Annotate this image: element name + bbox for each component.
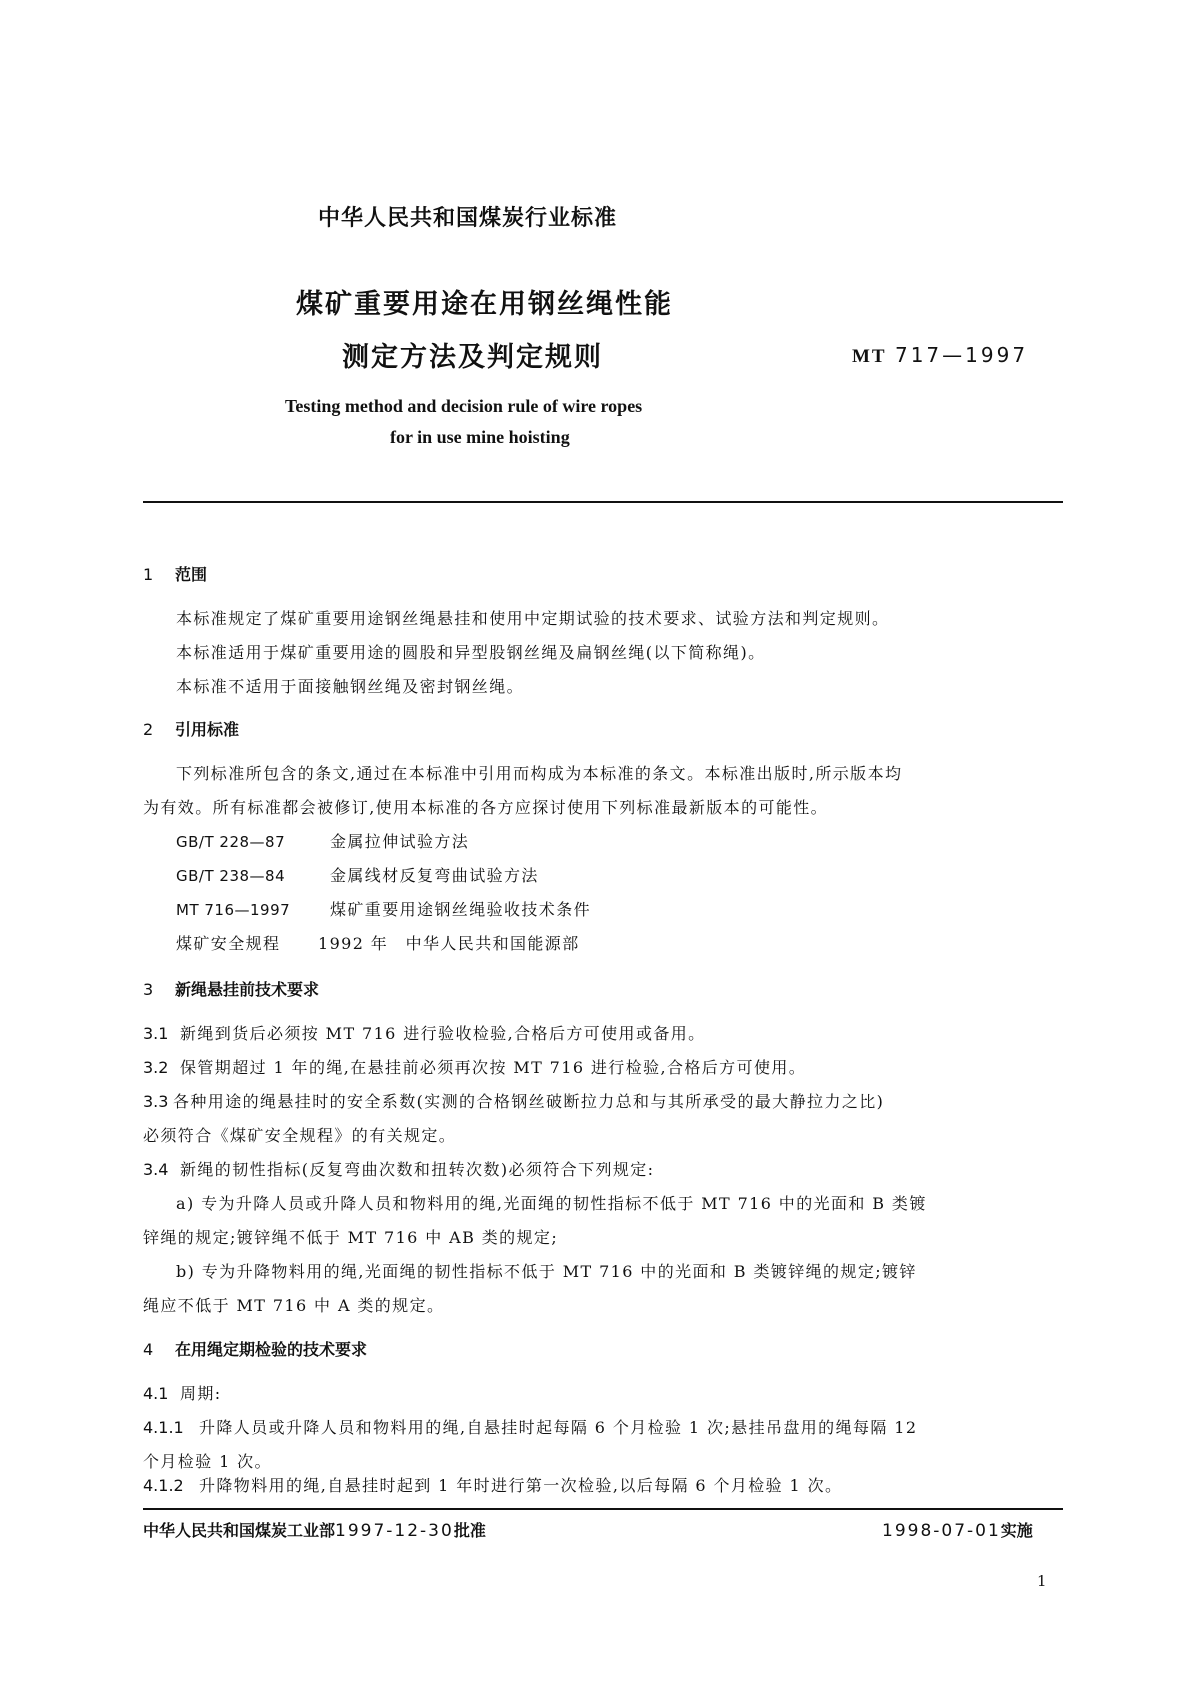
clause-3-4-item-b-line-2: 绳应不低于 MT 716 中 A 类的规定。 bbox=[143, 1296, 445, 1315]
reference-code: 煤矿安全规程 bbox=[176, 934, 281, 953]
clause-3-4-item-a-line-2: 锌绳的规定;镀锌绳不低于 MT 716 中 AB 类的规定; bbox=[143, 1228, 559, 1247]
clause-number: 4.1 bbox=[143, 1384, 169, 1403]
english-title-line-2: for in use mine hoisting bbox=[390, 427, 570, 447]
section-number: 3 bbox=[143, 980, 154, 999]
section-title: 在用绳定期检验的技术要求 bbox=[175, 1340, 368, 1359]
clause-text: 各种用途的绳悬挂时的安全系数(实测的合格钢丝破断拉力总和与其所承受的最大静拉力之比) bbox=[173, 1092, 885, 1111]
approval-date: 1997-12-30 bbox=[335, 1521, 454, 1541]
section-1-heading bbox=[143, 562, 207, 585]
reference-code: GB/T 238—84 bbox=[176, 867, 286, 885]
section-1-paragraph-2: 本标准适用于煤矿重要用途的圆股和异型股钢丝绳及扁钢丝绳(以下简称绳)。 bbox=[176, 643, 766, 662]
section-1-paragraph-3: 本标准不适用于面接触钢丝绳及密封钢丝绳。 bbox=[176, 677, 525, 696]
clause-number: 4.1.2 bbox=[143, 1476, 184, 1495]
reference-title: 煤矿重要用途钢丝绳验收技术条件 bbox=[330, 900, 592, 919]
section-1-paragraph-1: 本标准规定了煤矿重要用途钢丝绳悬挂和使用中定期试验的技术要求、试验方法和判定规则。 bbox=[176, 609, 890, 628]
reference-item bbox=[176, 829, 469, 852]
section-number: 1 bbox=[143, 565, 154, 584]
clause-number: 3.1 bbox=[143, 1024, 169, 1043]
clause-text: 保管期超过 1 年的绳,在悬挂前必须再次按 MT 716 进行检验,合格后方可使用。 bbox=[180, 1058, 807, 1077]
section-2-paragraph-line-2: 为有效。所有标准都会被修订,使用本标准的各方应探讨使用下列标准最新版本的可能性。 bbox=[143, 798, 829, 817]
reference-title: 金属线材反复弯曲试验方法 bbox=[330, 866, 539, 885]
title-line-2: 测定方法及判定规则 bbox=[342, 342, 603, 373]
footer-divider bbox=[143, 1508, 1063, 1510]
clause-3-1 bbox=[143, 1021, 706, 1044]
clause-text: 升降物料用的绳,自悬挂时起到 1 年时进行第一次检验,以后每隔 6 个月检验 1 次。 bbox=[199, 1476, 843, 1495]
title-line-1: 煤矿重要用途在用钢丝绳性能 bbox=[296, 289, 673, 320]
section-title: 引用标准 bbox=[175, 720, 240, 739]
clause-number: 3.2 bbox=[143, 1058, 169, 1077]
clause-text: 升降人员或升降人员和物料用的绳,自悬挂时起每隔 6 个月检验 1 次;悬挂吊盘用的绳每隔 12 bbox=[199, 1418, 918, 1437]
clause-3-4 bbox=[143, 1157, 654, 1180]
clause-4-1 bbox=[143, 1381, 222, 1404]
approval-label: 批准 bbox=[453, 1521, 486, 1540]
section-4-heading bbox=[143, 1337, 367, 1360]
clause-text: 新绳的韧性指标(反复弯曲次数和扭转次数)必须符合下列规定: bbox=[180, 1160, 655, 1179]
approval-organization: 中华人民共和国煤炭工业部 bbox=[143, 1521, 336, 1540]
standard-type-heading: 中华人民共和国煤炭行业标准 bbox=[318, 206, 618, 231]
effective-label: 实施 bbox=[1000, 1521, 1033, 1540]
standard-code-prefix: MT bbox=[852, 346, 887, 367]
reference-item bbox=[176, 931, 580, 954]
section-3-heading bbox=[143, 977, 319, 1000]
clause-4-1-1 bbox=[143, 1415, 917, 1438]
clause-3-2 bbox=[143, 1055, 806, 1078]
clause-number: 3.4 bbox=[143, 1160, 169, 1179]
section-number: 2 bbox=[143, 720, 154, 739]
section-title: 范围 bbox=[175, 565, 208, 584]
reference-item bbox=[176, 863, 539, 886]
clause-number: 4.1.1 bbox=[143, 1418, 184, 1437]
standard-code-number: 717—1997 bbox=[894, 343, 1029, 367]
clause-text: 周期: bbox=[180, 1384, 222, 1403]
section-2-heading bbox=[143, 717, 239, 740]
reference-title: 1992 年 中华人民共和国能源部 bbox=[318, 934, 580, 953]
clause-number: 3.3 bbox=[143, 1092, 169, 1111]
header-divider bbox=[143, 501, 1063, 503]
section-2-paragraph-line-1: 下列标准所包含的条文,通过在本标准中引用而构成为本标准的条文。本标准出版时,所示版本均 bbox=[176, 764, 903, 783]
clause-4-1-2 bbox=[143, 1473, 842, 1496]
effective-date: 1998-07-01 bbox=[882, 1521, 1001, 1541]
page-number: 1 bbox=[1037, 1572, 1047, 1590]
clause-3-4-item-a-line-1: a) 专为升降人员或升降人员和物料用的绳,光面绳的韧性指标不低于 MT 716 中的光面和 B 类镀 bbox=[176, 1194, 927, 1213]
effective-statement bbox=[882, 1518, 1033, 1541]
section-title: 新绳悬挂前技术要求 bbox=[175, 980, 320, 999]
clause-3-3-continuation: 必须符合《煤矿安全规程》的有关规定。 bbox=[143, 1126, 457, 1145]
clause-3-3 bbox=[143, 1089, 884, 1112]
clause-text: 新绳到货后必须按 MT 716 进行验收检验,合格后方可使用或备用。 bbox=[180, 1024, 706, 1043]
section-number: 4 bbox=[143, 1340, 154, 1359]
standard-code bbox=[852, 343, 1028, 368]
reference-code: GB/T 228—87 bbox=[176, 833, 286, 851]
reference-item bbox=[176, 897, 591, 920]
clause-3-4-item-b-line-1: b) 专为升降物料用的绳,光面绳的韧性指标不低于 MT 716 中的光面和 B 类镀锌绳的规定;镀锌 bbox=[176, 1262, 917, 1281]
approval-statement bbox=[143, 1518, 486, 1541]
clause-4-1-1-continuation: 个月检验 1 次。 bbox=[143, 1452, 272, 1471]
english-title-line-1: Testing method and decision rule of wire ropes bbox=[285, 396, 643, 416]
reference-code: MT 716—1997 bbox=[176, 901, 291, 919]
reference-title: 金属拉伸试验方法 bbox=[330, 832, 470, 851]
